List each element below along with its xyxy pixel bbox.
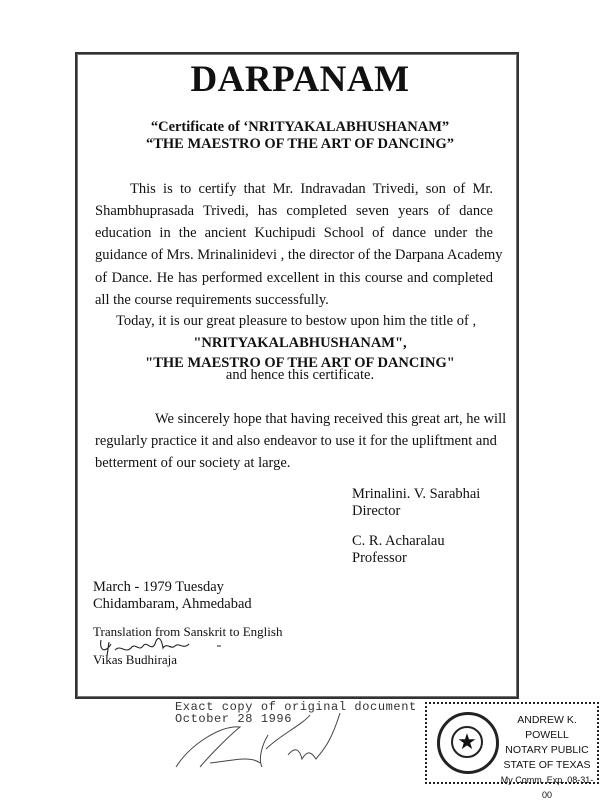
text-line: regularly practice it and also endeavor to use it for the upliftment and: [95, 433, 497, 449]
certificate-subtitle-1: “Certificate of ‘NRITYAKALABHUSHANAM”: [150, 119, 450, 135]
text-line: of Dance. He has performed excellent in this course and completed: [95, 270, 493, 286]
star-icon: ★: [451, 726, 483, 758]
text-line: betterment of our society at large.: [95, 455, 291, 471]
certificate-title: DARPANAM: [190, 59, 410, 100]
translator-name: Vikas Budhiraja: [93, 652, 178, 667]
stamp-commission: My Comm. Exp. 08-31-00: [500, 775, 594, 800]
notary-seal: [437, 712, 499, 774]
paragraph-2-end: and hence this certificate.: [225, 367, 375, 383]
signatory-professor-name: C. R. Acharalau: [352, 533, 445, 549]
text-line: education in the ancient Kuchipudi School of dance under the: [95, 225, 493, 241]
signatory-director-name: Mrinalini. V. Sarabhai: [352, 486, 481, 502]
certificate-place: Chidambaram, Ahmedabad: [93, 596, 252, 612]
stamp-name: ANDREW K. POWELL: [517, 714, 577, 741]
text-line: This is to certify that Mr. Indravadan Trivedi, son of Mr.: [130, 181, 493, 197]
paragraph-2-intro: Today, it is our great pleasure to bestow upon him the title of ,: [116, 313, 477, 329]
stamp-state: STATE OF TEXAS: [503, 759, 591, 771]
text-line: guidance of Mrs. Mrinalinidevi , the director of the Darpana Academy: [95, 247, 503, 263]
signatory-director-role: Director: [352, 503, 401, 519]
text-line: all the course requirements successfully.: [95, 292, 329, 308]
copy-date: October 28 1996: [175, 712, 293, 726]
certificate-subtitle-2: “THE MAESTRO OF THE ART OF DANCING”: [145, 136, 455, 152]
title-bold-2: "THE MAESTRO OF THE ART OF DANCING": [145, 355, 455, 371]
copy-note: Exact copy of original document: [175, 700, 417, 714]
signatory-professor-role: Professor: [352, 550, 407, 566]
title-bold-1: "NRITYAKALABHUSHANAM",: [193, 335, 407, 351]
certificate-date: March - 1979 Tuesday: [93, 579, 224, 595]
notary-stamp: [425, 702, 599, 800]
text-line: Shambhuprasada Trivedi, has completed seven years of dance: [95, 203, 493, 219]
text-line: We sincerely hope that having received this great art, he will: [155, 411, 507, 427]
stamp-title: NOTARY PUBLIC: [505, 744, 589, 756]
translation-note: Translation from Sanskrit to English: [93, 624, 283, 639]
notary-signature: [170, 705, 370, 775]
